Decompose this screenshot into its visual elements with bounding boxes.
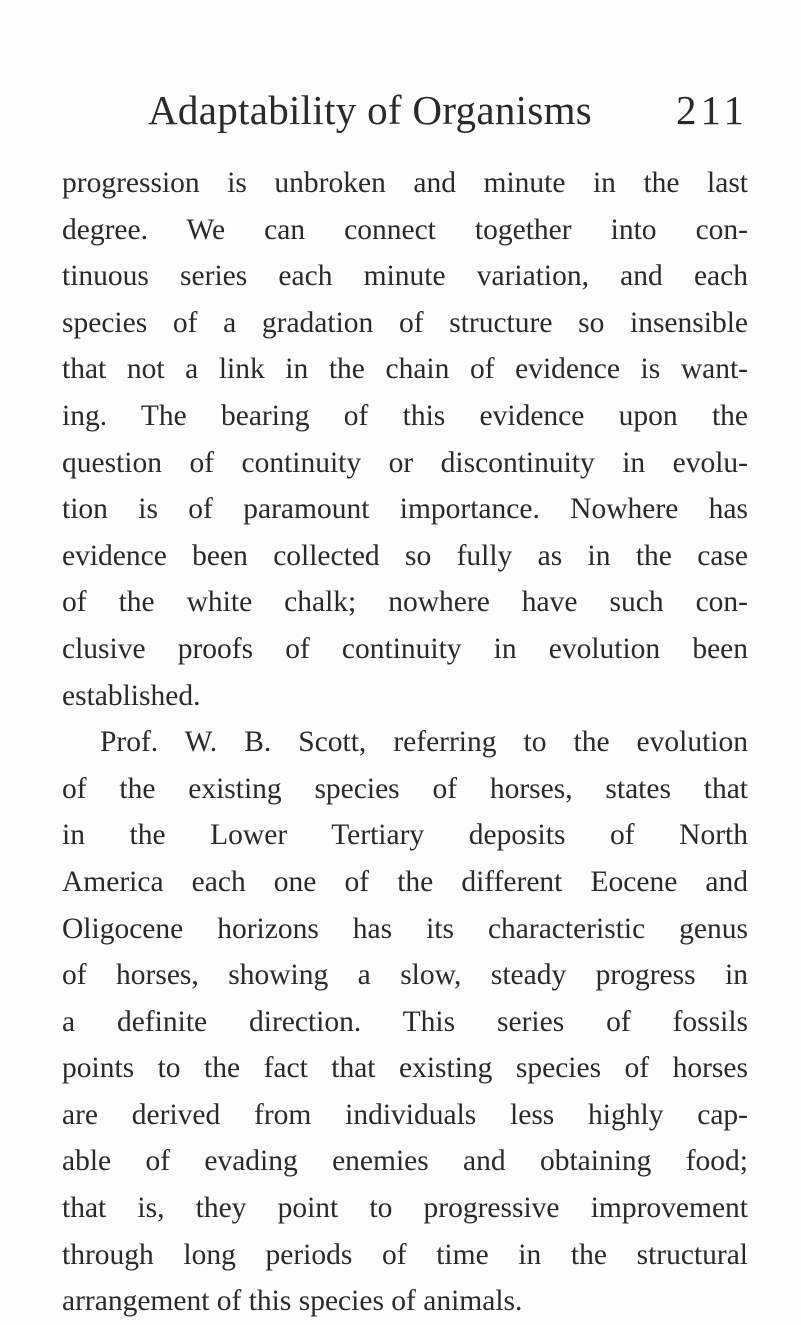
- text-line: species of a gradation of structure so insensible: [62, 306, 748, 339]
- text-line: through long periods of time in the structural: [62, 1238, 748, 1271]
- running-head-title: Adaptability of Organisms: [148, 87, 593, 133]
- text-line: Prof. W. B. Scott, referring to the evolution: [100, 726, 748, 759]
- text-line: question of continuity or discontinuity in evolu-: [62, 446, 748, 479]
- text-line: that not a link in the chain of evidence is want-: [62, 353, 748, 386]
- paragraph-2: [62, 719, 748, 1325]
- text-line: tinuous series each minute variation, and each: [62, 260, 748, 293]
- text-line: America each one of the different Eocene and: [62, 865, 748, 898]
- text-line: degree. We can connect together into con-: [62, 213, 748, 246]
- running-head: [148, 86, 748, 142]
- text-line: in the Lower Tertiary deposits of North: [62, 819, 748, 852]
- text-line: tion is of paramount importance. Nowhere has: [62, 493, 748, 526]
- page-number: 211: [676, 87, 748, 133]
- text-line: arrangement of this species of animals.: [62, 1285, 523, 1318]
- text-line: are derived from individuals less highly cap-: [62, 1098, 748, 1131]
- text-line: progression is unbroken and minute in the last: [62, 167, 748, 199]
- text-line: clusive proofs of continuity in evolution been: [62, 632, 748, 665]
- text-line: Oligocene horizons has its characteristic genus: [62, 912, 748, 945]
- body-text: [62, 160, 748, 1325]
- text-line: points to the fact that existing species of horses: [62, 1052, 748, 1085]
- text-line: evidence been collected so fully as in the case: [62, 539, 748, 572]
- text-line: established.: [62, 679, 201, 712]
- text-line: a definite direction. This series of fossils: [62, 1005, 748, 1038]
- text-line: that is, they point to progressive improvement: [62, 1192, 748, 1225]
- text-line: of horses, showing a slow, steady progress in: [62, 959, 748, 992]
- text-line: of the white chalk; nowhere have such con-: [62, 586, 748, 619]
- text-line: able of evading enemies and obtaining food;: [62, 1145, 748, 1178]
- paragraph-1: [62, 160, 748, 719]
- text-line: of the existing species of horses, states that: [62, 772, 748, 805]
- text-line: ing. The bearing of this evidence upon the: [62, 399, 748, 432]
